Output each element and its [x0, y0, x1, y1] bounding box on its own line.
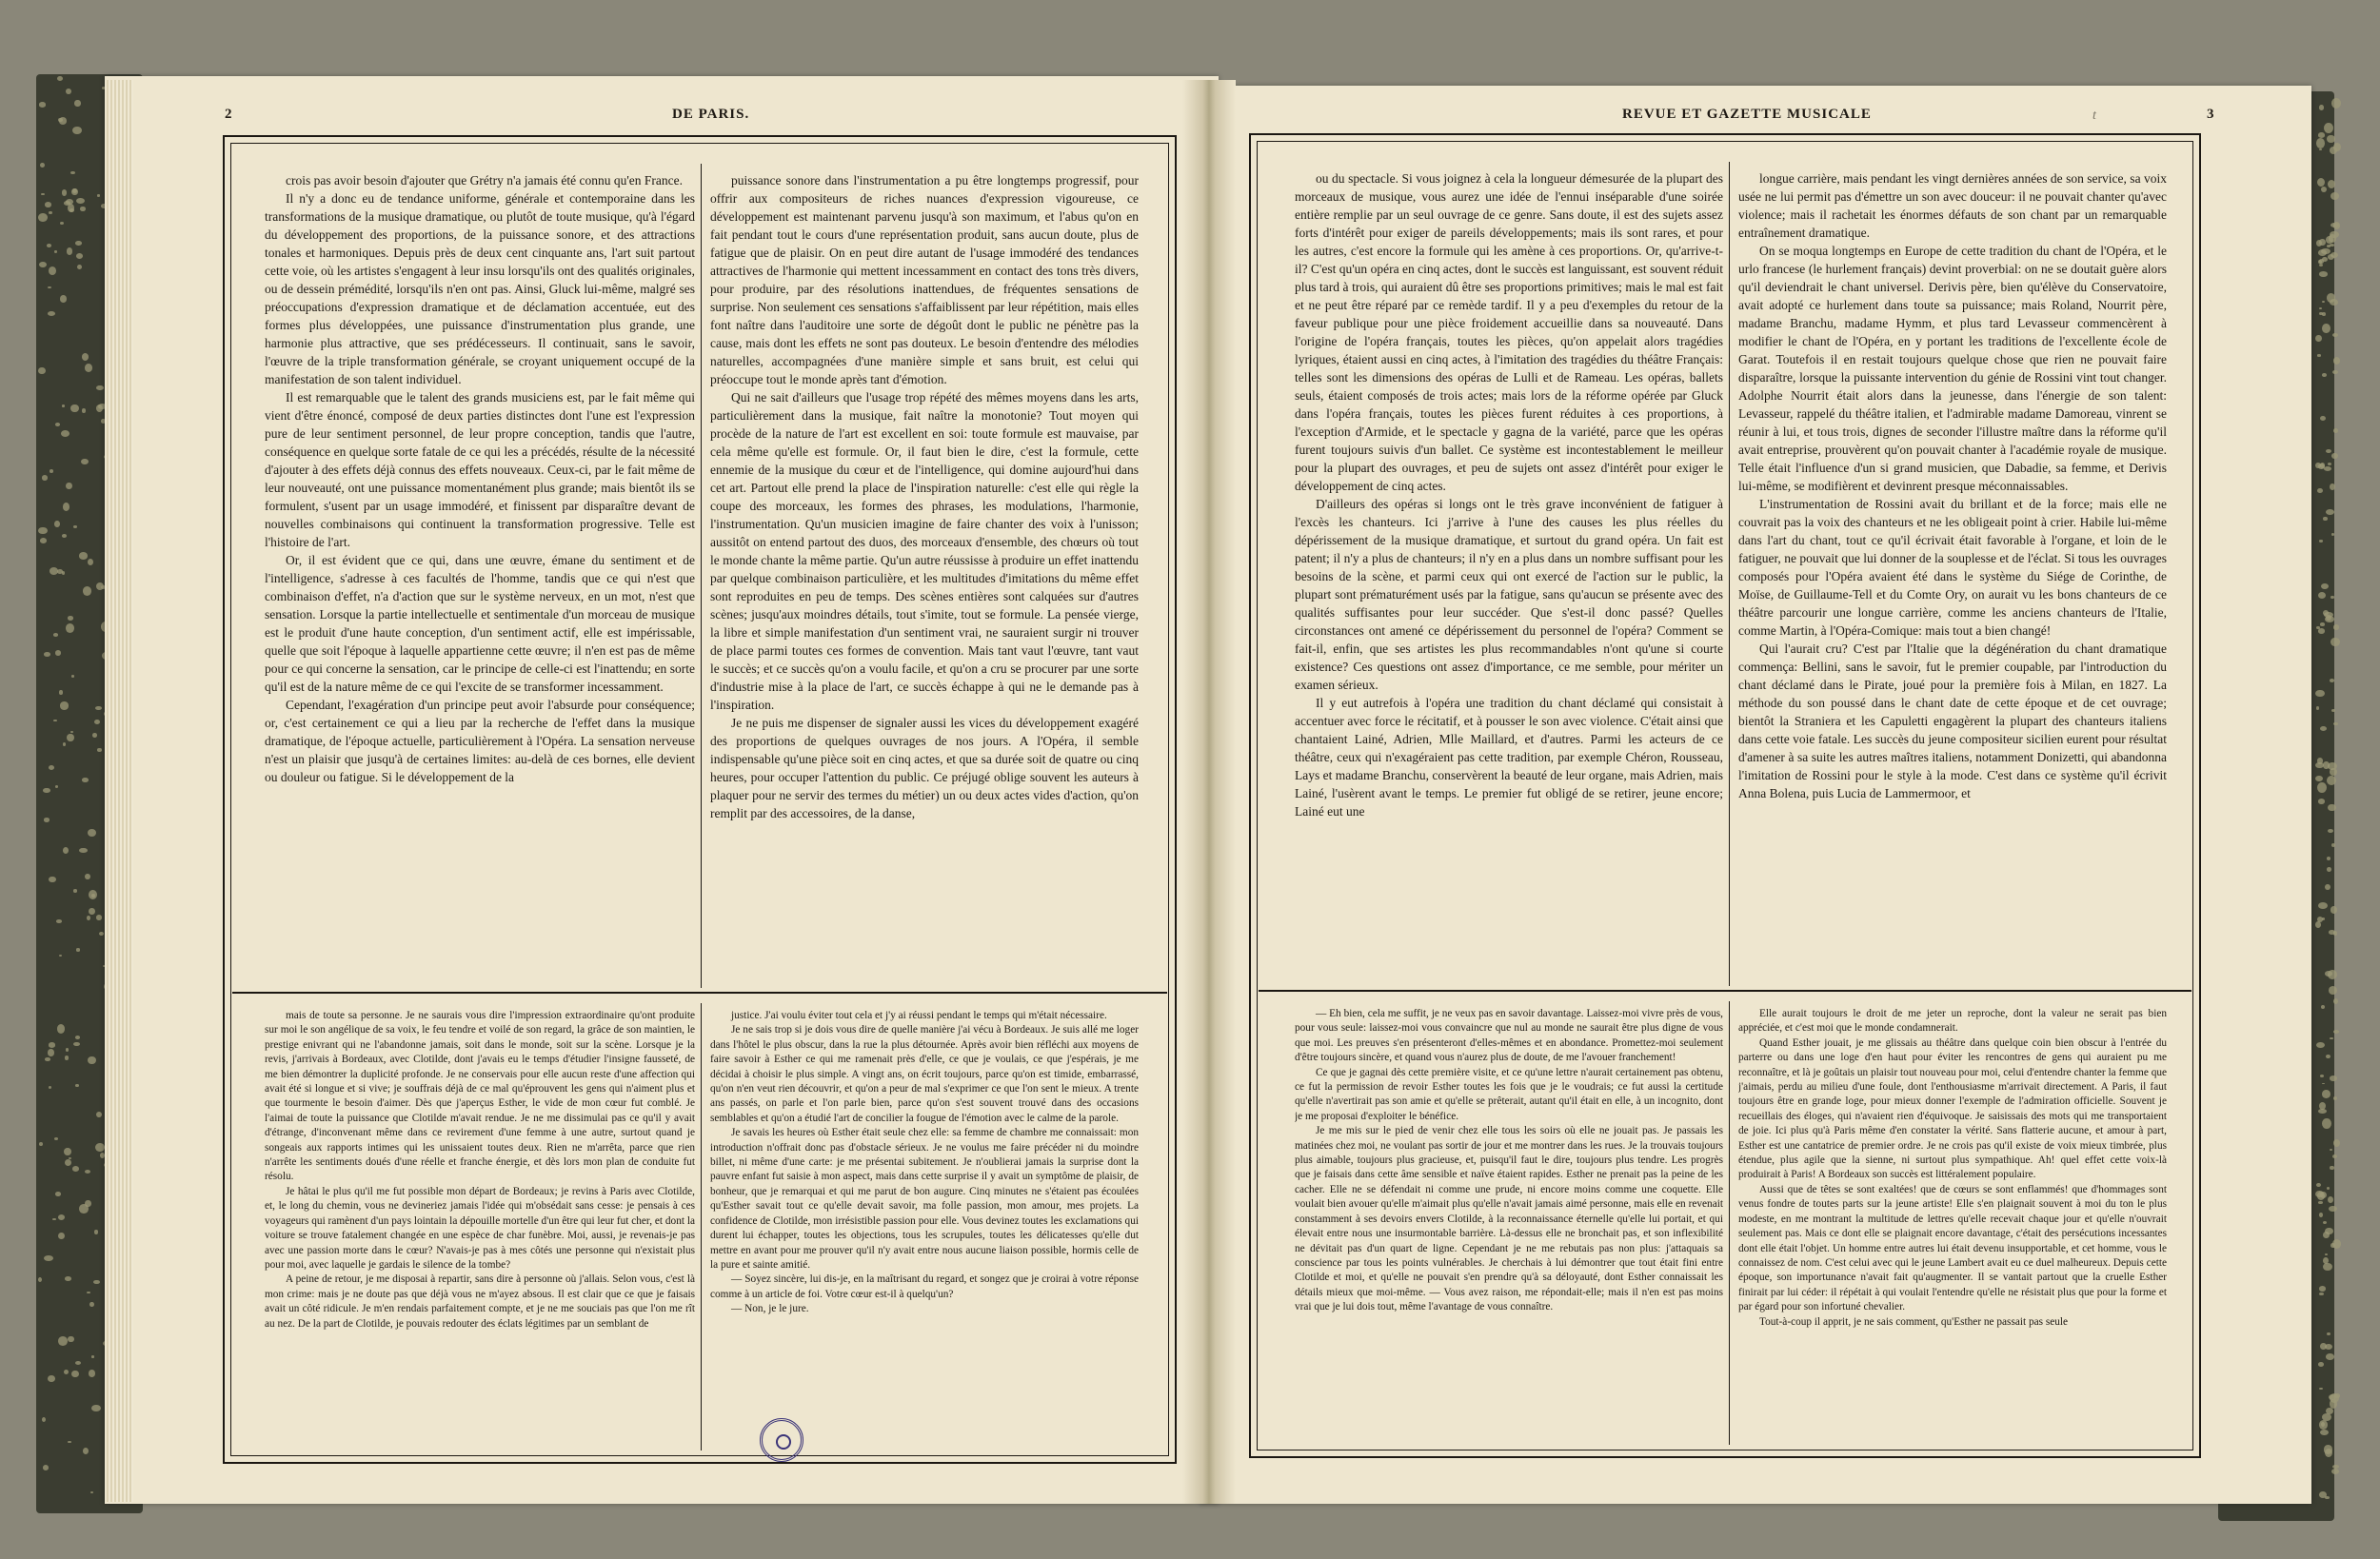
marble-speck — [2322, 1090, 2331, 1098]
marble-speck — [2322, 918, 2325, 920]
paragraph: — Soyez sincère, lui dis-je, en la maîtrisant du regard, et songez que je croirai à votre réponse comme à un article de foi. Votre cœur est-il à quelqu'un? — [710, 1273, 1139, 1300]
marble-speck — [94, 1230, 98, 1233]
marble-speck — [99, 932, 104, 936]
marble-speck — [2331, 98, 2341, 109]
marble-speck — [72, 1166, 79, 1172]
marble-speck — [2333, 357, 2341, 365]
marble-speck — [68, 1336, 74, 1343]
marble-speck — [2325, 1253, 2328, 1255]
marble-speck — [59, 690, 63, 694]
marble-speck — [2328, 180, 2335, 188]
marble-speck — [2331, 453, 2338, 459]
marble-speck — [2325, 971, 2332, 977]
paragraph: D'ailleurs des opéras si longs ont le très grave inconvénient de fatiguer à l'excès les chanteurs. Ici j'arrive à l'une des causes les plus réelles du dépérissement de la musique dramatique, et surtout du grand opéra. Un fait est patent; il n'y a plus de chanteurs; il n'y en a plus dans un nombre suffisant pour les besoins de la scène, et parmi ceux qui ont exercé de l'action sur le public, la plupart sont prématurément usés par la fatigue, sans qu'aucun se présente avec des qualités suffisantes pour leur succéder. Que s'est-il donc passé? Quelles circonstances ont amené ce dépérissement du personnel de l'opéra? Comment se fait-il, enfin, que ses artistes les plus recommandables n'ont qu'une si courte existence? Ces questions ont assez d'importance, ce me semble, pour mériter un examen sérieux. — [1295, 497, 1723, 692]
page-number-right: 3 — [2207, 107, 2215, 122]
marble-speck — [2329, 986, 2337, 995]
marble-speck — [83, 586, 91, 596]
article-column-2 — [710, 171, 1139, 988]
marble-speck — [2322, 1413, 2331, 1421]
marble-speck — [67, 734, 73, 741]
marble-speck — [2330, 906, 2336, 913]
marble-speck — [38, 527, 48, 535]
marble-speck — [76, 253, 83, 259]
marble-speck — [96, 1112, 102, 1117]
marble-speck — [66, 1048, 69, 1051]
marble-speck — [2318, 1362, 2325, 1367]
marble-speck — [2330, 638, 2339, 647]
marble-speck — [2327, 1332, 2330, 1335]
paragraph: Tout-à-coup il apprit, je ne sais comment, qu'Esther ne passait pas seule — [1759, 1315, 2069, 1328]
feuilleton-rule — [232, 992, 1167, 994]
marble-speck — [2319, 105, 2324, 109]
paragraph: Il n'y a donc eu de tendance uniforme, générale et contemporaine dans les transformations de la musique dramatique, ou plutôt de toute musique, qu'à l'égard du développement des proportions, de la puissance sonore, et des attractions tonales et harmoniques. Depuis près de deux cent cinquante ans, l'art suit partout cette voie, où les artistes s'engagent à leur insu lorsqu'ils ont des qualités originales, ou de dessein prémédité, lorsqu'ils n'en ont pas. Ainsi, Gluck lui-même, malgré ses préoccupations d'expression dramatique et de déclamation accentuée, eut des formes plus développées, une puissance d'instrumentation plus grande, une harmonie plus attractive, que ses prédécesseurs. Il continuait, sans le savoir, l'œuvre de la triple transformation générale, se croyant uniquement occupé de la manifestation de son talent individuel. — [265, 191, 695, 386]
marble-speck — [2315, 1191, 2324, 1197]
marble-speck — [2328, 762, 2337, 770]
page-edges — [107, 80, 133, 1502]
marble-speck — [65, 1056, 69, 1060]
column-divider — [1729, 162, 1730, 986]
marble-speck — [89, 1302, 94, 1308]
marble-speck — [49, 1086, 51, 1089]
marble-speck — [70, 171, 75, 174]
paragraph: Qui ne sait d'ailleurs que l'usage trop répété des mêmes moyens dans les arts, particulièrement dans la musique, fait naître la monotonie? Tout moyen qui procède de la nature de l'art est excellent en soi: toute formule est mauvaise, par cela même qu'elle est formule. Or, il faut bien le dire, c'est la formule, cette ennemie de la musique du cœur et de l'intelligence, qui domine aujourd'hui dans cet art. Partout elle prend la place de l'inspiration naturelle: c'est elle qui règle la coupe des morceaux, les formes des phrases, les modulations, l'harmonie, l'instrumentation. Qu'un musicien imagine de faire chanter des voix à l'unisson; aussitôt on entend partout des duos, des morceaux d'ensemble, des chœurs où tout le monde chante la même partie. Qu'un autre réussisse à produire un effet inattendu par quelque combinaison particulière, et les multitudes d'imitations du même effet sont reproduites en peu de temps. Des scènes entières sont calquées sur d'autres scènes; jusqu'aux moindres détails, tout s'imite, tout se formule. La pensée vierge, la libre et simple manifestation d'un sentiment vrai, ne sauraient surgir ni trouver de place parmi toutes ces formes de convention. Mais tant vaut l'œuvre, tant vaut le succès; et ce succès qu'on a voulu facile, et qu'on a cru se procurer par une sorte d'industrie mise à la place de l'art, ce succès échappe à qui ne le demande pas à l'inspiration. — [710, 390, 1139, 712]
marble-speck — [97, 194, 101, 196]
marble-speck — [54, 250, 57, 252]
marble-speck — [2330, 147, 2338, 154]
feuilleton-divider — [701, 1003, 702, 1450]
marble-speck — [2330, 1393, 2339, 1403]
marble-speck — [60, 295, 67, 302]
feuilleton-column-2 — [1738, 1007, 2167, 1445]
marble-speck — [63, 503, 69, 511]
marble-speck — [2316, 1183, 2321, 1187]
marble-speck — [2319, 1213, 2323, 1217]
marble-speck — [73, 889, 78, 892]
book-gutter — [1182, 80, 1236, 1504]
marble-speck — [64, 1148, 71, 1155]
marble-speck — [2332, 1154, 2337, 1158]
marble-speck — [58, 1233, 65, 1239]
feuilleton-divider — [1729, 1001, 1730, 1445]
paragraph: — Non, je le jure. — [731, 1303, 809, 1315]
marble-speck — [82, 778, 89, 782]
paragraph: A peine de retour, je me disposai à repartir, sans dire à personne où j'allais. Selon vous, c'est là mon crime: mais je ne doute pas que déjà vous ne m'ayez absous. Il est clair que ce que je faisais avait un côté ridicule. Je m'en rendais parfaitement compte, et je ne me souciais pas que l'on me rît au nez. De la part de Clotilde, je pouvais redouter des éclats légitimes par un semblant de — [265, 1273, 695, 1330]
marble-speck — [80, 207, 85, 211]
marble-speck — [2321, 1422, 2325, 1427]
feuilleton-column-1 — [265, 1009, 695, 1449]
marble-speck — [2322, 324, 2330, 333]
marble-speck — [2327, 857, 2330, 860]
marble-speck — [44, 818, 50, 821]
marble-speck — [2318, 260, 2322, 263]
article-column-1 — [265, 171, 695, 988]
marble-speck — [2315, 335, 2321, 342]
marble-speck — [75, 241, 81, 246]
marble-speck — [2333, 1030, 2339, 1034]
marble-speck — [95, 1143, 104, 1152]
marble-speck — [2333, 1139, 2340, 1147]
marble-speck — [76, 948, 81, 951]
marble-speck — [2318, 902, 2328, 909]
marble-speck — [89, 1370, 95, 1376]
marble-speck — [2318, 249, 2327, 256]
marble-speck — [2321, 583, 2329, 589]
paragraph: Or, il est évident que ce qui, dans une œuvre, émane du sentiment et de l'intelligence, s'adresse à ces facultés de l'homme, tandis que ce qui n'est que combinaison d'effet, n'a d'action que sur le système nerveux, en un mot, n'est que sensation. Lorsque la partie intellectuelle et sentimentale d'un morceau de musique est le produit d'une haute conception, d'un sentiment actif, elle est impérissable, quelle que soit l'époque à laquelle appartienne cette œuvre; il n'en est pas de même pour ce qui concerne la sensation, car le principe de celle-ci est l'inattendu; en sorte qu'il est de la nature même de ce qui l'excite de se transformer incessamment. — [265, 553, 695, 694]
marble-speck — [2326, 449, 2331, 453]
marble-speck — [2320, 463, 2325, 468]
marble-speck — [55, 1192, 61, 1196]
marble-speck — [2330, 1166, 2333, 1170]
paragraph: — Eh bien, cela me suffit, je ne veux pas en savoir davantage. Laissez-moi vivre près de vous, pour vous seule: laissez-moi vous convaincre que nul au monde ne saurait être plus digne de vous que moi. Les preuves s'en présenteront d'elles-mêmes et en abondance. Promettez-moi seulement d'être toujours sincère, et quand vous n'aurez plus de doute, de me l'avouer franchement! — [1295, 1008, 1723, 1064]
marble-speck — [70, 731, 73, 733]
marble-speck — [2330, 1243, 2335, 1248]
marble-speck — [2320, 1075, 2324, 1077]
paragraph: Qui l'aurait cru? C'est par l'Italie que la dégénération du chant dramatique commença: Bellini, sans le savoir, fut le premier coupable, par l'introduction du chant déclamé dans le Pirate, joué pour la première fois à Milan, en 1827. La méthode du son poussé dans le chant date de cette époque et de cet ouvrage; bientôt la Straniera et les Capuletti engagèrent la plupart des chanteurs italiens dans cette voie fatale. Les succès du jeune compositeur sicilien eurent pour résultat d'amener à sa suite les autres maîtres italiens, notamment Donizetti, qui abandonna l'imitation de Rossini pour le style à la mode. C'est dans ce système qu'il écrivit Anna Bolena, puis Lucia de Lammermoor, et — [1738, 641, 2167, 800]
marble-speck — [39, 102, 47, 107]
marble-speck — [53, 720, 57, 722]
marble-speck — [2318, 628, 2325, 633]
marble-speck — [2330, 1076, 2337, 1081]
marble-speck — [72, 127, 82, 134]
marble-speck — [45, 1057, 50, 1061]
marble-speck — [2333, 722, 2338, 725]
marble-speck — [2332, 370, 2337, 374]
paragraph: Ce que je gagnai dès cette première visite, et ce qu'une lettre n'aurait certainement pas obtenu, ce fut la permission de revoir Esther toutes les fois que je le voudrais; ce fut aussi la certitude qu'elle n'avertirait pas son amie et qu'elle se prêterait, autant qu'il était en elle, à un incognito, dont je me proposai d'exploiter le bénéfice. — [1295, 1066, 1723, 1122]
marble-speck — [62, 534, 67, 537]
article-column-2 — [1738, 169, 2167, 986]
running-head-right: REVUE ET GAZETTE MUSICALE — [1622, 107, 1872, 122]
marble-speck — [2330, 192, 2339, 200]
marble-speck — [2330, 1037, 2333, 1039]
marble-speck — [2330, 299, 2338, 306]
marble-speck — [68, 616, 73, 620]
marble-speck — [79, 848, 88, 853]
paragraph: Cependant, l'exagération d'un principe peut avoir l'absurde pour conséquence; or, c'est certainement ce qui a lieu par la recherche de l'effet dans la musique dramatique, de l'époque actuelle, particulièrement à l'Opéra. La sensation nerveuse n'est un plaisir que jusqu'à de certaines limites: au-delà de ces bornes, elle devient ou douleur ou fatigue. Si le développement de la — [265, 698, 695, 784]
marble-speck — [41, 193, 45, 196]
marble-speck — [71, 1371, 79, 1378]
marble-speck — [55, 423, 61, 426]
paragraph: longue carrière, mais pendant les vingt dernières années de son service, sa voix usée ne lui permit pas d'émettre un son avec douceur: il ne pouvait chanter qu'avec violence; mais il rachetait les énormes défauts de son chant par un remarquable entraînement dramatique. — [1738, 171, 2167, 240]
marble-speck — [2333, 624, 2339, 630]
marble-speck — [2327, 776, 2336, 785]
marble-speck — [2319, 1286, 2326, 1291]
marble-speck — [2316, 706, 2319, 709]
marble-speck — [91, 1405, 101, 1411]
marble-speck — [2317, 354, 2321, 356]
paragraph: Il y eut autrefois à l'opéra une tradition du chant déclamé qui consistait à accentuer avec force le récitatif, et à pousser le son avec violence. C'était ainsi que chantaient Lainé, Adrien, Mlle Maillard, et d'autres. Parmi les acteurs de ce théâtre, ceux qui n'exagéraient pas cette tradition, par exemple Chéron, Rousseau, Lays et madame Branchu, conservèrent la beauté de leur organe, mais Adrien, mais Lainé, l'usèrent avant le temps. Le premier fut obligé de se retirer, jeune encore; Lainé eut une — [1295, 696, 1723, 819]
marble-speck — [87, 1292, 90, 1293]
paragraph: Quand Esther jouait, je me glissais au théâtre dans quelque coin bien obscur à l'entrée du parterre ou dans une loge d'en haut pour éviter les rencontres de gens qui auraient pu me reconnaître, et là je goûtais un plaisir tout nouveau pour moi, celui d'entendre chanter la femme que j'aimais, perdu au milieu d'une foule, dont l'enthousiasme m'arrivait directement. A Paris, il faut toujours être en grande loge, pour mieux donner l'exemple de l'admiration officielle. Souvent je recueillais des éloges, qui n'avaient rien d'équivoque. Je saisissais des mots qui me transportaient de joie. Ici plus qu'à Paris même d'en constater la vérité. Sans flatterie aucune, et amour à part, Esther est une cantatrice de premier ordre. Je ne crois pas qu'il existe de voix mieux timbrée, plus étendue, plus agile que la sienne, ni surtout plus sympathique. Ah! quel effet cette voix-là produirait à Paris! A Bordeaux son succès est littéralement populaire. — [1738, 1036, 2167, 1181]
marble-speck — [96, 915, 102, 919]
marble-speck — [62, 571, 65, 575]
paragraph: Je hâtai le plus qu'il me fut possible mon départ de Bordeaux; je revins à Paris avec Clotilde, et, le long du chemin, vous ne devineriez jamais l'idée qui m'obsédait sans cesse: je pensais à ces voyageurs qui ramènent d'un pays lointain la dépouille mortelle d'un être qui leur fut cher, et dont la voiture se trouve fatalement changée en une espèce de char funèbre. Moi, aussi, je revenais-je pas avec une passion morte dans le cœur? N'avais-je pas à mes côtés une personne qui n'existait plus pour moi, avec laquelle je gardais le silence de la tombe? — [265, 1185, 695, 1271]
paragraph: crois pas avoir besoin d'ajouter que Grétry n'a jamais été connu qu'en France. — [286, 173, 684, 187]
paragraph: puissance sonore dans l'instrumentation a pu être longtemps progressif, pour offrir aux compositeurs de riches nuances d'expression vigoureuse, ce développement est maintenant parvenu jusqu'à son maximum, et l'abus qu'on en fait pendant tout le cours d'une représentation produit, sans aucun doute, plus de fatigue que de plaisir. On en peut dire autant de l'usage immodéré des tendances attractives de l'harmonie qui mettent incessamment en contact des tons très divers, pour produire, par des résolutions inattendues, de fréquentes sensations de surprise. Non seulement ces sensations s'affaiblissent par leur répétition, mais elles font naître dans l'auditoire une sorte de dégoût dont le public ne pénètre pas la cause, mais dont les effets ne sont pas douteux. Le besoin d'entendre des mélodies naturelles, accompagnées d'une manière simple et sans bruit, est celui qui préoccupe tout le monde après tant d'émotion. — [710, 173, 1139, 386]
marble-speck — [2318, 132, 2325, 137]
marble-speck — [95, 706, 101, 710]
feuilleton-column-2 — [710, 1009, 1139, 1449]
marble-speck — [2315, 921, 2321, 927]
marble-speck — [54, 1137, 59, 1140]
marble-speck — [2333, 1096, 2337, 1100]
marble-speck — [2323, 1221, 2327, 1224]
marble-speck — [60, 222, 64, 225]
marble-speck — [2323, 1263, 2331, 1271]
marble-speck — [2319, 148, 2322, 150]
paragraph: justice. J'ai voulu éviter tout cela et j'y ai réussi pendant le temps qui m'était nécessaire. — [731, 1010, 1107, 1021]
marble-speck — [2330, 596, 2334, 600]
marble-speck — [61, 430, 69, 437]
marble-speck — [49, 877, 56, 883]
marble-speck — [79, 1204, 88, 1214]
marble-speck — [58, 1214, 66, 1220]
marble-speck — [57, 76, 63, 81]
library-stamp — [760, 1418, 803, 1462]
marble-speck — [48, 1375, 54, 1382]
marble-speck — [2325, 884, 2330, 890]
marble-speck — [2317, 782, 2327, 793]
paragraph: ou du spectacle. Si vous joignez à cela la longueur démesurée de la plupart des morceaux de musique, vous aurez une idée de l'ennui inséparable d'une soirée entière remplie par un seul ouvrage de ce genre. Sans doute, il est des sujets assez forts d'intérêt pour exiger de pareils développements; mais ils sont rares, et pour les autres, c'est encore la formule qui les amène à ces proportions. Or, qu'arrive-t-il? C'est qu'un opéra en cinq actes, dont le succès est languissant, est souvent réduit plus tard à trois, qui auraient dû être ses proportions primitives; mais le mal est fait et ne peut être réparé par ce remède tardif. Il y a peu d'exemples du retour de la faveur publique pour une pièce froidement accueillie dans sa nouveauté. Dans l'origine de l'opéra français, toutes les pièces, qu'on appelait alors tragédies lyriques, étaient aussi en cinq actes, à l'imitation des tragédies du théâtre Français: telles sont les dimensions des opéras de Lulli et de Rameau. Les opéras, ballets seuls, étaient composés de trois actes; mais lors de la réforme opérée par Gluck dans l'opéra français, toutes les pièces furent réduites à ces proportions, à l'exception d'Armide, et le spectacle y gagna de la variété, parce que les opéras furent toujours suivis d'un ballet. Ce système est incontestablement le meilleur pour la plupart des ouvrages, et peu de sujets ont assez d'intérêt pour exiger le développement de cinq actes. — [1295, 171, 1723, 493]
paragraph: On se moqua longtemps en Europe de cette tradition du chant de l'Opéra, et le urlo francese (le hurlement français) devint proverbial: on ne se doutait guère alors qu'il deviendrait le chant universel. Derivis père, bien qu'élève du Conservatoire, avait adopté ce hurlement dans toute sa puissance; mais Roland, Nourrit père, madame Branchu, madame Hymm, et plus tard Levasseur commencèrent à modifier le chant de l'Opéra, en y portant les traditions de l'excellente école de Garat. Toutefois il en restait toujours quelque chose que rien ne pouvait faire disparaître, lorsque la puissante intervention du génie de Rossini vint tout changer. Adolphe Nourrit était alors dans la jeunesse, dans l'énergie de son talent: Levasseur, rappelé du théâtre italien, et l'admirable madame Damoreau, vinrent se réunir à lui, et tous trois, dignes de seconder l'illustre maître dans la réforme qu'il avait entreprise, prouvèrent qu'on pouvait chanter à l'académie royale de musique. Telle était l'influence d'un si grand musicien, que Dabadie, sa femme, et Derivis lui-même, se modifièrent et devinrent presque méconnaissables. — [1738, 244, 2167, 493]
marble-speck — [2328, 804, 2335, 812]
marble-speck — [2328, 463, 2331, 465]
marble-speck — [38, 367, 46, 374]
paragraph: L'instrumentation de Rossini avait du brillant et de la force; mais elle ne couvrait pas la voix des chanteurs et ne les obligeait point à crier. Habile lui-même dans l'art du chant, tout ce qu'il écrivait était favorable à l'organe, et loin de le fatiguer, ne pouvait que lui donner de la souplesse et de l'éclat. Si tous les ouvrages composés pour l'Opéra avaient été dans le système du Siége de Corinthe, de Moïse, de Guillaume-Tell et du Comte Ory, on aurait vu les bons chanteurs de ce théâtre parcourir une longue carrière, comme les anciens chanteurs de l'Italie, comme Martin, à l'Opéra-Comique: mais tout a bien changé! — [1738, 497, 2167, 638]
pencil-mark: t — [2092, 109, 2096, 123]
marble-speck — [2319, 540, 2323, 542]
marble-speck — [2333, 428, 2337, 433]
marble-speck — [2329, 1206, 2337, 1213]
marble-speck — [2326, 1055, 2330, 1058]
marble-speck — [2318, 799, 2325, 803]
marble-speck — [39, 1142, 43, 1146]
marble-speck — [2331, 843, 2335, 847]
marble-speck — [2319, 264, 2323, 266]
marble-speck — [87, 916, 90, 920]
marble-speck — [2327, 135, 2335, 144]
paragraph: Je me mis sur le pied de venir chez elle tous les soirs où elle ne jouait pas. Je passais les matinées chez moi, ne voulant pas sortir de jour et me montrer dans les rues. Je la trouvais toujours plus aimable, toujours plus gracieuse, et, puisqu'il faut le dire, toujours plus tendre. Les progrès que je faisais dans cette âme sensible et naïve étaient rapides. Esther ne prenait pas la peine de les cacher. Elle ne se défendait ni comme une prude, ni encore moins comme une coquette. Elle voulait bien avouer qu'elle m'aimait plus qu'elle n'avait jamais aimé personne, mais elle en revenait constamment à ses devoirs envers Clotilde, à la reconnaissance éternelle qu'elle lui portait, et qui élevait entre nous une insurmontable barrière. Là-dessus elle ne bronchait pas, et son inflexibilité ne dévitait pas d'un quart de ligne. Cependant je ne me rebutais pas non plus: j'attaquais sa conscience par tous les points vulnérables. Je cherchais à lui démontrer que tout était fini entre Clotilde et moi, et qu'elle ne pouvait s'en prendre qu'à sa déloyauté, dont Esther connaissait les détails mieux que moi-même. — Vous avez raison, me répondait-elle; mais il n'en est pas moins vrai que je lui dois tout, même l'avantage de vous connaître. — [1295, 1125, 1723, 1313]
marble-speck — [48, 1049, 54, 1056]
marble-speck — [2322, 373, 2327, 377]
marble-speck — [2320, 416, 2326, 421]
paragraph: Je ne puis me dispenser de signaler aussi les vices du développement exagéré des proportions de quelques ouvrages de nos jours. A l'Opéra, il semble indispensable qu'une pièce soit en cinq actes, et que sa durée soit de quatre ou cinq heures, pour occuper l'attention du public. Ce préjugé oblige souvent les auteurs à plaquer pour ne servir des termes du métier) un ou deux actes vides d'action, qu'on remplit par des accessoires, de la danse, — [710, 716, 1139, 820]
marble-speck — [85, 874, 89, 879]
marble-speck — [2326, 1353, 2334, 1359]
marble-speck — [70, 405, 78, 412]
marble-speck — [49, 1042, 56, 1047]
paragraph: Je ne sais trop si je dois vous dire de quelle manière j'ai vécu à Bordeaux. Je suis allé me loger dans l'hôtel le plus obscur, dans la rue la plus détournée. Après avoir bien réfléchi aux moyens de faire savoir à Esther ce qui me ramenait près d'elle, ce que je voulais, ce que j'espérais, je me décidai à choisir le plus simple. A vingt ans, on écrit toujours, parce qu'on est timide, embarrassé, qu'on n'en veut rien découvrir, et qu'on a peur de mal s'exprimer ce que l'on sent le mieux. A trente ans passés, on parle et l'on parle bien, parce qu'on s'est souvent trouvé dans des occasions semblables et qu'on a étudié l'art de concilier la fougue de l'émotion avec le calme de la parole. — [710, 1024, 1139, 1124]
marble-speck — [53, 633, 59, 637]
marble-speck — [50, 469, 53, 473]
paragraph: Elle aurait toujours le droit de me jeter un reproche, dont la valeur ne serait pas bien appréciée, et c'est moi que le monde condamnerait. — [1738, 1008, 2167, 1035]
marble-speck — [88, 559, 93, 565]
marble-speck — [2320, 1430, 2329, 1435]
marble-speck — [2332, 333, 2338, 337]
marble-speck — [2322, 312, 2326, 316]
marble-speck — [55, 650, 61, 656]
marble-speck — [67, 247, 73, 255]
marble-speck — [48, 311, 56, 316]
marble-speck — [74, 100, 80, 107]
marble-speck — [2320, 622, 2325, 626]
feuilleton-rule — [1259, 990, 2192, 992]
marble-speck — [85, 364, 92, 372]
marble-speck — [64, 201, 70, 206]
marble-speck — [2324, 1445, 2333, 1453]
paragraph: Aussi que de têtes se sont exaltées! que de cœurs se sont enflammés! que d'hommages sont venus fondre de toutes parts sur la jeune artiste! Elle s'en plaignait souvent à moi du ton le plus modeste, en me montrant la multitude de lettres qu'elle recevait chaque jour et qu'elle n'ouvrait seulement pas. Mais ce dont elle se plaignait encore davantage, c'était des persécutions incessantes dont elle était l'objet. Un homme entre autres lui était devenu insupportable, et cet homme, vous le connaissez de nom. C'est celui avec qui le jeune Lambert avait eu ce duel malheureux. Depuis cette époque, son importunance n'avait fait qu'augmenter. Il se vantait partout que la cruelle Esther finirait par lui céder: il répétait à qui voulait l'entendre qu'elle ne résistait plus que pour la forme et par égard pour son infortuné chevalier. — [1738, 1183, 2167, 1313]
marble-speck — [66, 483, 72, 490]
marble-speck — [2327, 245, 2330, 247]
marble-speck — [2316, 138, 2325, 148]
marble-speck — [77, 265, 82, 269]
marble-speck — [88, 829, 96, 837]
marble-speck — [2331, 709, 2335, 712]
marble-speck — [66, 623, 74, 633]
paragraph: Il est remarquable que le talent des grands musiciens est, par le fait même qui vient d'être énoncé, composé de deux parties distinctes dont l'une est l'expression pure de leur sentiment personnel, de leur propre conception, tandis que l'autre, conséquence en quelque sorte fatale de ce qui les a précédés, résulte de la nécessité d'ajouter à des effets déjà connus des effets nouveaux. Ceux-ci, par le fait même de leur nouveauté, ont une puissance momentanément plus grande; mais bientôt ils se formulent, s'usent par un usage immodéré, et finissent par disparaître devant de nouvelles combinaisons qui continuent la transformation progressive. Telle est l'histoire de l'art. — [265, 390, 695, 549]
marble-speck — [2325, 616, 2334, 622]
marble-speck — [2323, 610, 2329, 616]
page-number-left: 2 — [225, 107, 233, 122]
marble-speck — [2333, 931, 2337, 936]
paragraph: mais de toute sa personne. Je ne saurais vous dire l'impression extraordinaire qu'ont produite sur moi le son angélique de sa voix, le feu tendre et voilé de son regard, la grâce de son maintien, le prestige enivrant qui ne l'abandonne jamais, soit dans le monde, soit sur la scène. Lorsque je la revis, j'arrivais à Bordeaux, avec Clotilde, dont j'avais eu le temps d'étudier l'insigne fausseté, de me bien démontrer la duplicité profonde. Je ne conservais pour elle aucun reste d'une affection qui avait été si longue et si vive; je souffrais déjà de ce mal qu'éprouvent les gens qui n'aiment plus et que tourmente le besoin d'aimer. Dès que j'aperçus Esther, le vide de mon cœur fut comblé. Je l'aimai de toute la puissance que Clotilde m'avait rendue. Je ne me dissimulai pas ce qu'il y avait d'étrange, d'inconvenant même dans ce revirement d'une femme à une autre, surtout quand je songeais aux rapports intimes qui les unissaient toutes deux. Rien ne m'arrêta, parce que rien n'arrête les sentiments doués d'une réelle et franche énergie, et dès lors mon plan de conduite fut résolu. — [265, 1010, 695, 1183]
marble-speck — [82, 408, 86, 412]
marble-speck — [2331, 1469, 2339, 1474]
marble-speck — [75, 1084, 78, 1087]
marble-speck — [2315, 776, 2323, 781]
marble-speck — [72, 188, 77, 193]
marble-speck — [62, 189, 67, 195]
marble-speck — [89, 908, 95, 915]
marble-speck — [76, 198, 85, 204]
marble-speck — [2333, 998, 2338, 1004]
marble-speck — [97, 748, 102, 751]
article-column-1 — [1295, 169, 1723, 986]
column-divider — [701, 164, 702, 988]
marble-speck — [73, 1042, 79, 1046]
marble-speck — [47, 244, 51, 247]
marble-speck — [56, 919, 62, 922]
marble-speck — [2318, 1201, 2322, 1204]
marble-speck — [85, 1170, 90, 1174]
marble-speck — [57, 1024, 66, 1034]
marble-speck — [42, 1417, 46, 1422]
running-head-left: DE PARIS. — [672, 107, 750, 122]
paragraph: Je savais les heures où Esther était seule chez elle: sa femme de chambre me connaissait: mon introduction n'offrait donc pas d'obstacle sérieux. Je ne voulus me faire précéder ni du moindre billet, ni même d'une carte: je me présentai subitement. Je n'oublierai jamais la surprise dont la pauvre enfant fut saisie à mon aspect, mais dans cette surprise il y avait un symptôme de plaisir, de bonheur, que je remarquai et qui me parut de bon augure. Cinq minutes ne s'étaient pas écoulées qu'Esther savait tout ce qu'elle devait savoir, ma folle passion, mon amour, mes projets. La confidence de Clotilde, mon irrésistible passion pour elle. Vous devinez toutes les exclamations qui durent lui échapper, toutes les objections, tous les scrupules, toutes les délicatesses qu'elle dut mettre en avant pour me prouver qu'il n'y avait entre nous aucune liaison possible, hormis celle de la pure et sainte amitié. — [710, 1127, 1139, 1271]
marble-speck — [58, 1336, 68, 1346]
marble-speck — [40, 538, 47, 543]
marble-speck — [44, 1255, 53, 1261]
marble-speck — [2330, 483, 2335, 491]
marble-speck — [2315, 690, 2325, 698]
marble-speck — [2330, 231, 2339, 239]
marble-speck — [2325, 1344, 2332, 1350]
feuilleton-column-1 — [1295, 1007, 1723, 1445]
marble-speck — [83, 1448, 89, 1454]
